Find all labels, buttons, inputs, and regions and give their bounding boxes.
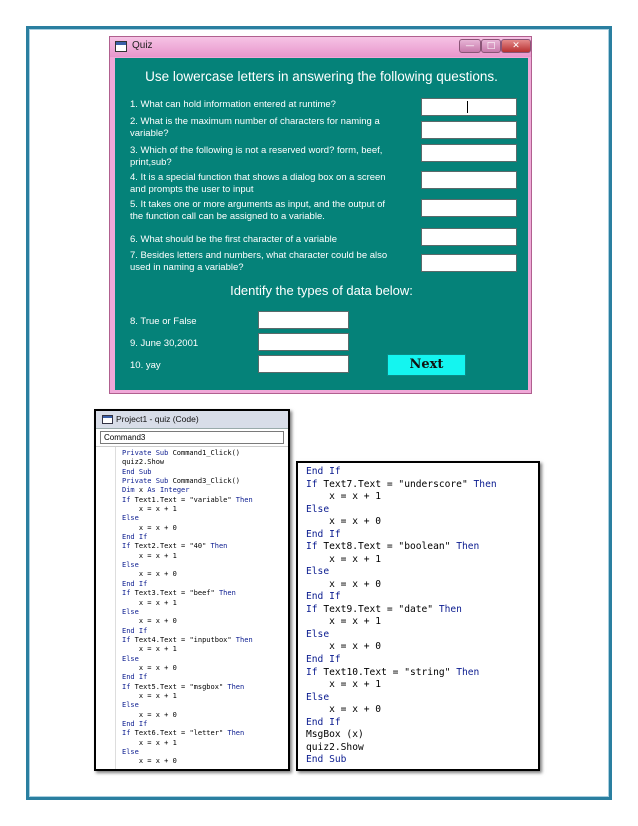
code-keyword: If: [306, 478, 318, 490]
code-keyword: End Sub: [306, 754, 347, 766]
code-keyword: Else: [122, 561, 139, 570]
code-keyword: Then: [438, 603, 462, 615]
code-keyword: Then: [456, 666, 480, 678]
code-line: If Text7.Text = "underscore" Then: [306, 478, 497, 490]
code-keyword: Private Sub: [122, 477, 169, 486]
code-line: If Text10.Text = "string" Then: [306, 666, 480, 678]
question-6: 6. What should be the first character of a variable: [130, 234, 337, 245]
code-keyword: Private Sub: [122, 449, 169, 457]
code-line: [122, 720, 253, 729]
code-line: x = x + 0: [122, 663, 177, 672]
minimize-icon[interactable]: —: [459, 39, 481, 53]
code-line: If Text8.Text = "boolean" Then: [306, 541, 480, 553]
code-keyword: Dim: [122, 486, 135, 495]
code-line: [122, 673, 253, 682]
code-line: If Text4.Text = "inputbox" Then: [122, 635, 253, 644]
code-line: If Text5.Text = "msgbox" Then: [122, 682, 245, 691]
answer-input-1[interactable]: [421, 98, 517, 116]
question-4: 4. It is a special function that shows a dialog box on a screen and prompts the user to input: [130, 172, 386, 195]
question-2: 2. What is the maximum number of characters for naming a variable?: [130, 116, 380, 139]
code-line: x = x + 1: [122, 551, 177, 560]
code-line: Dim x As Integer: [122, 486, 190, 495]
code-keyword: End If: [306, 591, 341, 603]
code-line: [306, 717, 497, 730]
code-line: [122, 580, 253, 589]
code-keyword: Else: [122, 701, 139, 710]
answer-input-7[interactable]: [421, 254, 517, 272]
answer-input-4[interactable]: [421, 171, 517, 189]
quiz-form: [115, 58, 528, 390]
code-line: [122, 701, 253, 710]
object-combo[interactable]: Command3: [100, 431, 284, 444]
code-lines: [122, 449, 253, 767]
code-keyword: Then: [473, 478, 497, 490]
window-app-icon: [115, 41, 127, 52]
code-keyword: End If: [306, 466, 341, 477]
code-keyword: If: [306, 541, 318, 553]
quiz-window: [109, 36, 532, 394]
code-line: x = x + 1: [122, 598, 177, 607]
code-continued-panel: [296, 461, 540, 771]
code-keyword: Then: [218, 589, 236, 598]
code-keyword: End If: [122, 626, 148, 635]
code-keyword: If: [306, 603, 318, 615]
code-line: [122, 655, 253, 664]
code-line: x = x + 1: [306, 679, 382, 691]
code-line: If Text6.Text = "letter" Then: [122, 729, 245, 738]
code-keyword: Then: [227, 729, 245, 738]
question-7: 7. Besides letters and numbers, what character could be also used in naming a variable?: [130, 250, 388, 273]
code-line: [306, 529, 497, 542]
data-item-9: 9. June 30,2001: [130, 338, 199, 349]
quiz-instructions: Use lowercase letters in answering the following questions.: [145, 69, 498, 84]
code-line: If Text9.Text = "date" Then: [306, 603, 462, 615]
code-keyword: Else: [122, 607, 139, 616]
code-line: x = x + 0: [306, 704, 382, 716]
code-keyword: End If: [306, 528, 341, 540]
code-line: [306, 629, 497, 642]
code-window-title: Project1 - quiz (Code): [116, 414, 199, 424]
code-line: [306, 692, 497, 705]
code-line: [122, 627, 253, 636]
quiz-window-title: Quiz: [132, 40, 153, 51]
code-keyword: Then: [456, 541, 480, 553]
code-keyword: End Sub: [122, 467, 152, 476]
code-line: If Text2.Text = "40" Then: [122, 542, 228, 551]
code-line: x = x + 1: [122, 505, 177, 514]
code-line: [122, 468, 253, 477]
data-input-10[interactable]: [258, 355, 349, 373]
text-caret: [467, 101, 468, 113]
code-line: x = x + 1: [122, 645, 177, 654]
code-line: x = x + 0: [306, 578, 382, 590]
code-line: x = x + 1: [122, 691, 177, 700]
code-line: Private Sub Command1_Click(): [122, 449, 241, 457]
data-item-10: 10. yay: [130, 360, 161, 371]
answer-input-2[interactable]: [421, 121, 517, 139]
code-keyword: If: [122, 682, 131, 691]
question-5: 5. It takes one or more arguments as input, and the output of the function call can be assigned to a variable.: [130, 199, 386, 222]
code-line: If Text1.Text = "variable" Then: [122, 495, 253, 504]
code-window-title-bar[interactable]: [96, 411, 288, 429]
code-line: quiz2.Show: [306, 741, 364, 753]
code-line: [122, 748, 253, 757]
code-line: [306, 466, 497, 479]
code-keyword: Else: [306, 566, 330, 578]
code-line: quiz2.Show: [122, 458, 165, 467]
answer-input-3[interactable]: [421, 144, 517, 162]
data-item-8: 8. True or False: [130, 316, 197, 327]
code-line: [122, 608, 253, 617]
code-keyword: If: [306, 666, 318, 678]
code-keyword: If: [122, 589, 131, 598]
code-line: x = x + 0: [122, 710, 177, 719]
code-keyword: If: [122, 495, 131, 504]
question-3: 3. Which of the following is not a reserved word? form, beef, print,sub?: [130, 145, 383, 168]
code-keyword: End If: [122, 673, 148, 682]
code-keyword: If: [122, 635, 131, 644]
code-line: [306, 754, 497, 767]
code-keyword: Else: [306, 628, 330, 640]
code-line: x = x + 1: [306, 491, 382, 503]
code-line: x = x + 0: [122, 757, 177, 766]
code-line: Private Sub Command3_Click(): [122, 477, 241, 486]
code-gutter: [96, 447, 116, 771]
code-line: x = x + 1: [306, 553, 382, 565]
question-1: 1. What can hold information entered at runtime?: [130, 99, 336, 110]
code-keyword: End If: [122, 533, 148, 542]
code-editor[interactable]: [96, 446, 288, 771]
code-line: [122, 533, 253, 542]
code-keyword: End If: [122, 579, 148, 588]
code-keyword: Then: [227, 682, 245, 691]
code-keyword: Then: [235, 495, 253, 504]
code-line: If Text3.Text = "beef" Then: [122, 589, 236, 598]
code-line: [306, 566, 497, 579]
code-line: x = x + 1: [306, 616, 382, 628]
data-types-header: Identify the types of data below:: [230, 283, 413, 298]
code-window: [94, 409, 290, 771]
code-keyword: If: [122, 729, 131, 738]
code-keyword: As Integer: [147, 486, 190, 495]
code-line: x = x + 0: [122, 523, 177, 532]
code-keyword: End If: [306, 716, 341, 728]
code-line: [122, 514, 253, 523]
code-line: x = x + 1: [122, 738, 177, 747]
code-keyword: Else: [122, 654, 139, 663]
answer-input-6[interactable]: [421, 228, 517, 246]
project-icon: [102, 415, 113, 424]
quiz-title-bar[interactable]: [110, 37, 531, 57]
code-line: [306, 654, 497, 667]
code-line: x = x + 0: [122, 617, 177, 626]
close-icon[interactable]: ✕: [501, 39, 531, 53]
code-keyword: If: [122, 542, 131, 551]
maximize-icon[interactable]: □: [481, 39, 501, 53]
code-line: MsgBox (x): [306, 729, 364, 741]
code-keyword: Then: [235, 635, 253, 644]
code-keyword: Then: [210, 542, 228, 551]
code-keyword: Else: [306, 503, 330, 515]
code-keyword: End If: [306, 653, 341, 665]
code-keyword: Else: [122, 514, 139, 523]
data-input-8[interactable]: [258, 311, 349, 329]
code-line: [306, 504, 497, 517]
answer-input-5[interactable]: [421, 199, 517, 217]
code-line: x = x + 0: [306, 516, 382, 528]
next-button[interactable]: Next: [387, 354, 466, 376]
code-line: [306, 591, 497, 604]
code-line: x = x + 0: [306, 641, 382, 653]
code-line: x = x + 0: [122, 570, 177, 579]
code-line: [122, 561, 253, 570]
code-continued-lines: [306, 466, 497, 767]
data-input-9[interactable]: [258, 333, 349, 351]
code-keyword: End If: [122, 719, 148, 728]
code-keyword: Else: [122, 748, 139, 756]
code-keyword: Else: [306, 691, 330, 703]
